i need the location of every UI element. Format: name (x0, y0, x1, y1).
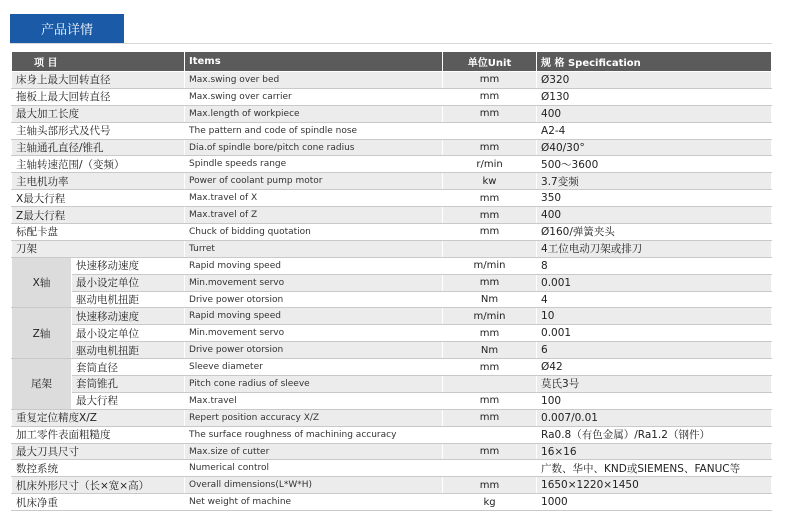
item-en: Spindle speeds range (185, 156, 443, 173)
item-zh: X最大行程 (12, 190, 185, 207)
item-spec: Ø160/弹簧夹头 (537, 224, 772, 241)
item-zh: 加工零件表面粗糙度 (12, 426, 185, 443)
table-row (12, 477, 772, 494)
item-en: Max.travel of Z (185, 207, 443, 224)
item-en: Rapid moving speed (185, 257, 443, 274)
table-row (12, 426, 772, 443)
item-unit: r/min (443, 156, 537, 173)
item-zh: 重复定位精度X/Z (12, 409, 185, 426)
item-zh: 刀架 (12, 240, 185, 257)
item-zh: 数控系统 (12, 460, 185, 477)
item-spec: 10 (537, 308, 772, 325)
item-spec: Ø320 (537, 72, 772, 89)
item-zh: 套筒锥孔 (72, 376, 185, 393)
item-zh: 驱动电机扭距 (72, 291, 185, 308)
item-unit: mm (443, 392, 537, 409)
item-unit (443, 240, 537, 257)
item-en: Max.travel (185, 392, 443, 409)
item-zh: 机床净重 (12, 494, 185, 511)
table-row (12, 173, 772, 190)
item-zh: 最大刀具尺寸 (12, 443, 185, 460)
table-row (12, 392, 772, 409)
item-unit: Nm (443, 291, 537, 308)
spec-table (11, 51, 772, 511)
item-spec: 400 (537, 207, 772, 224)
item-en: Power of coolant pump motor (185, 173, 443, 190)
item-zh: 主轴通孔直径/锥孔 (12, 139, 185, 156)
header-unit: 单位Unit (443, 52, 537, 72)
item-en: Dia.of spindle bore/pitch cone radius (185, 139, 443, 156)
item-unit: mm (443, 88, 537, 105)
item-zh: 快速移动速度 (72, 308, 185, 325)
table-row (12, 190, 772, 207)
item-unit: mm (443, 359, 537, 376)
table-row (12, 359, 772, 376)
item-spec: Ø130 (537, 88, 772, 105)
item-en: Drive power otorsion (185, 291, 443, 308)
table-row (12, 460, 772, 477)
item-unit: kg (443, 494, 537, 511)
item-zh: 标配卡盘 (12, 224, 185, 241)
item-unit: mm (443, 477, 537, 494)
item-spec: 350 (537, 190, 772, 207)
item-unit: mm (443, 409, 537, 426)
item-zh: 套筒直径 (72, 359, 185, 376)
group-label: 尾架 (12, 359, 72, 410)
item-unit: mm (443, 139, 537, 156)
item-spec: 6 (537, 342, 772, 359)
table-row (12, 274, 772, 291)
item-spec: 0.007/0.01 (537, 409, 772, 426)
item-en: Overall dimensions(L*W*H) (185, 477, 443, 494)
item-unit: kw (443, 173, 537, 190)
table-row (12, 105, 772, 122)
item-unit (443, 122, 537, 139)
item-spec: 0.001 (537, 325, 772, 342)
item-spec: 1650×1220×1450 (537, 477, 772, 494)
item-spec: 广数、华中、KND或SIEMENS、FANUC等 (537, 460, 772, 477)
table-row (12, 122, 772, 139)
item-unit (443, 426, 537, 443)
item-en: Repert position accuracy X/Z (185, 409, 443, 426)
item-zh: 最小设定单位 (72, 325, 185, 342)
item-unit: m/min (443, 257, 537, 274)
table-row (12, 240, 772, 257)
table-row (12, 494, 772, 511)
item-en: Max.length of workpiece (185, 105, 443, 122)
item-spec: Ø40/30° (537, 139, 772, 156)
item-spec: 400 (537, 105, 772, 122)
item-zh: 主轴转速范围/（变频） (12, 156, 185, 173)
item-unit: mm (443, 207, 537, 224)
item-spec: 1000 (537, 494, 772, 511)
item-unit: mm (443, 105, 537, 122)
table-row (12, 342, 772, 359)
table-header-row (12, 52, 772, 72)
table-row (12, 376, 772, 393)
item-en: Turret (185, 240, 443, 257)
table-row (12, 207, 772, 224)
group-label: X轴 (12, 257, 72, 308)
item-spec: 500～3600 (537, 156, 772, 173)
header-spec: 规 格 Specification (537, 52, 772, 72)
table-row (12, 139, 772, 156)
item-en: Pitch cone radius of sleeve (185, 376, 443, 393)
item-unit (443, 376, 537, 393)
item-zh: 驱动电机扭距 (72, 342, 185, 359)
table-row (12, 72, 772, 89)
item-unit: Nm (443, 342, 537, 359)
item-spec: 8 (537, 257, 772, 274)
item-zh: 最大行程 (72, 392, 185, 409)
item-zh: 最小设定单位 (72, 274, 185, 291)
item-unit: mm (443, 274, 537, 291)
item-zh: 最大加工长度 (12, 105, 185, 122)
item-en: The pattern and code of spindle nose (185, 122, 443, 139)
item-zh: 机床外形尺寸（长×宽×高） (12, 477, 185, 494)
item-unit: mm (443, 224, 537, 241)
item-en: Min.movement servo (185, 274, 443, 291)
section-title-tab (10, 14, 124, 43)
item-spec: 4工位电动刀架或排刀 (537, 240, 772, 257)
title-divider (10, 43, 772, 44)
table-row (12, 291, 772, 308)
item-zh: 拖板上最大回转直径 (12, 88, 185, 105)
item-spec: 0.001 (537, 274, 772, 291)
item-en: Max.swing over bed (185, 72, 443, 89)
item-unit: mm (443, 325, 537, 342)
header-item-zh: 项 目 (12, 52, 185, 72)
item-en: The surface roughness of machining accuracy (185, 426, 443, 443)
table-row (12, 308, 772, 325)
item-spec: 3.7变频 (537, 173, 772, 190)
item-zh: 床身上最大回转直径 (12, 72, 185, 89)
item-unit: m/min (443, 308, 537, 325)
item-zh: 快速移动速度 (72, 257, 185, 274)
item-zh: 主电机功率 (12, 173, 185, 190)
item-en: Min.movement servo (185, 325, 443, 342)
header-item-en: Items (185, 52, 443, 72)
item-en: Sleeve diameter (185, 359, 443, 376)
table-row (12, 156, 772, 173)
item-spec: Ø42 (537, 359, 772, 376)
item-en: Max.travel of X (185, 190, 443, 207)
item-en: Max.swing over carrier (185, 88, 443, 105)
table-row (12, 88, 772, 105)
spec-table-body (12, 72, 772, 511)
table-row (12, 257, 772, 274)
item-spec: 16×16 (537, 443, 772, 460)
item-spec: 莫氏3号 (537, 376, 772, 393)
table-row (12, 443, 772, 460)
item-zh: 主轴头部形式及代号 (12, 122, 185, 139)
item-unit: mm (443, 72, 537, 89)
item-unit: mm (443, 190, 537, 207)
item-en: Rapid moving speed (185, 308, 443, 325)
item-zh: Z最大行程 (12, 207, 185, 224)
table-row (12, 409, 772, 426)
item-unit: mm (443, 443, 537, 460)
item-spec: A2-4 (537, 122, 772, 139)
table-row (12, 224, 772, 241)
item-en: Max.size of cutter (185, 443, 443, 460)
item-spec: Ra0.8（有色金属）/Ra1.2（钢件） (537, 426, 772, 443)
item-spec: 100 (537, 392, 772, 409)
section-title: 产品详情 (40, 23, 93, 38)
item-unit (443, 460, 537, 477)
item-en: Chuck of bidding quotation (185, 224, 443, 241)
item-en: Drive power otorsion (185, 342, 443, 359)
item-spec: 4 (537, 291, 772, 308)
group-label: Z轴 (12, 308, 72, 359)
item-en: Numerical control (185, 460, 443, 477)
item-en: Net weight of machine (185, 494, 443, 511)
table-row (12, 325, 772, 342)
